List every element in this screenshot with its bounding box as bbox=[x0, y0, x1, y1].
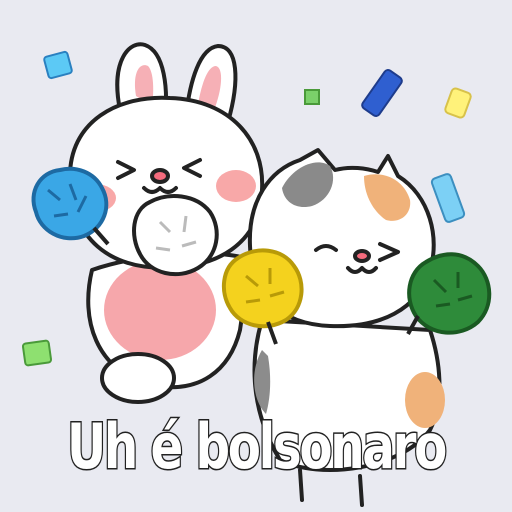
confetti-piece bbox=[305, 90, 319, 104]
confetti-piece bbox=[431, 173, 466, 223]
confetti-piece bbox=[361, 68, 404, 117]
pompom-blue bbox=[33, 169, 108, 244]
cat-nose bbox=[355, 251, 369, 261]
bunny-belly bbox=[104, 260, 216, 360]
bunny-blush-right bbox=[216, 170, 256, 202]
confetti-piece bbox=[444, 87, 472, 118]
pompom-green bbox=[408, 254, 489, 334]
confetti-piece bbox=[44, 51, 73, 78]
bunny-nose bbox=[152, 170, 168, 182]
confetti-piece bbox=[23, 340, 52, 365]
meme-caption: Uh é bolsonaro bbox=[67, 410, 445, 483]
pompom-white bbox=[134, 196, 217, 274]
bunny-foot-left bbox=[102, 354, 174, 402]
